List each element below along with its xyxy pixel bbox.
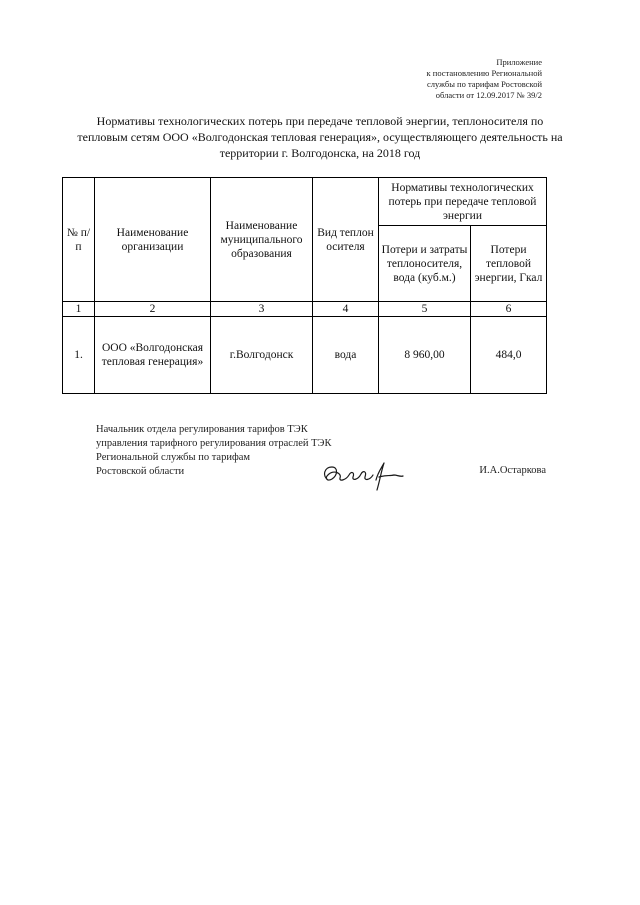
header-num: № п/п (63, 178, 95, 302)
position-line: Начальник отдела регулирования тарифов ТЭК (96, 424, 308, 435)
cell-organization: ООО «Волгодонская тепловая генерация» (95, 317, 211, 394)
header-losses-water: Потери и затраты теплоносителя, вода (куб.м.) (379, 226, 471, 302)
position-line: Ростовской области (96, 466, 185, 477)
table-header-row (63, 178, 547, 226)
appendix-line: службы по тарифам Ростовской (426, 79, 542, 89)
position-line: управления тарифного регулирования отраслей ТЭК (96, 438, 332, 449)
title-line: тепловым сетям ООО «Волгодонская тепловая генерация», осуществляющего деятельность на (77, 130, 563, 144)
cell-num: 1. (63, 317, 95, 394)
column-number: 2 (95, 302, 211, 317)
position-line: Региональной службы по тарифам (96, 452, 251, 463)
title-line: Нормативы технологических потерь при передаче тепловой энергии, теплоносителя по (96, 114, 544, 128)
cell-coolant: вода (313, 317, 379, 394)
column-number: 6 (471, 302, 547, 317)
cell-losses-water: 8 960,00 (379, 317, 471, 394)
header-losses-heat: Потери тепловой энергии, Гкал (471, 226, 547, 302)
column-number: 3 (211, 302, 313, 317)
title-line: территории г. Волгодонска, на 2018 год (219, 146, 421, 160)
norms-table (62, 177, 547, 394)
header-coolant-type: Вид теплоносителя (313, 178, 379, 302)
header-municipality: Наименование муниципального образования (211, 178, 313, 302)
document-title (60, 113, 580, 161)
handwritten-signature (318, 458, 406, 494)
cell-municipality: г.Волгодонск (211, 317, 313, 394)
signatory-position (96, 423, 346, 479)
column-number: 5 (379, 302, 471, 317)
appendix-line: к постановлению Региональной (426, 68, 542, 78)
column-number: 1 (63, 302, 95, 317)
appendix-note (342, 57, 542, 101)
column-numbers-row (63, 302, 547, 317)
column-number: 4 (313, 302, 379, 317)
appendix-line: области от 12.09.2017 № 39/2 (435, 90, 542, 100)
appendix-line: Приложение (496, 57, 542, 67)
header-organization: Наименование организации (95, 178, 211, 302)
header-norms-group: Нормативы технологических потерь при передаче тепловой энергии (379, 178, 547, 226)
table-row (63, 317, 547, 394)
signer-name: И.А.Остаркова (479, 465, 546, 476)
cell-losses-heat: 484,0 (471, 317, 547, 394)
